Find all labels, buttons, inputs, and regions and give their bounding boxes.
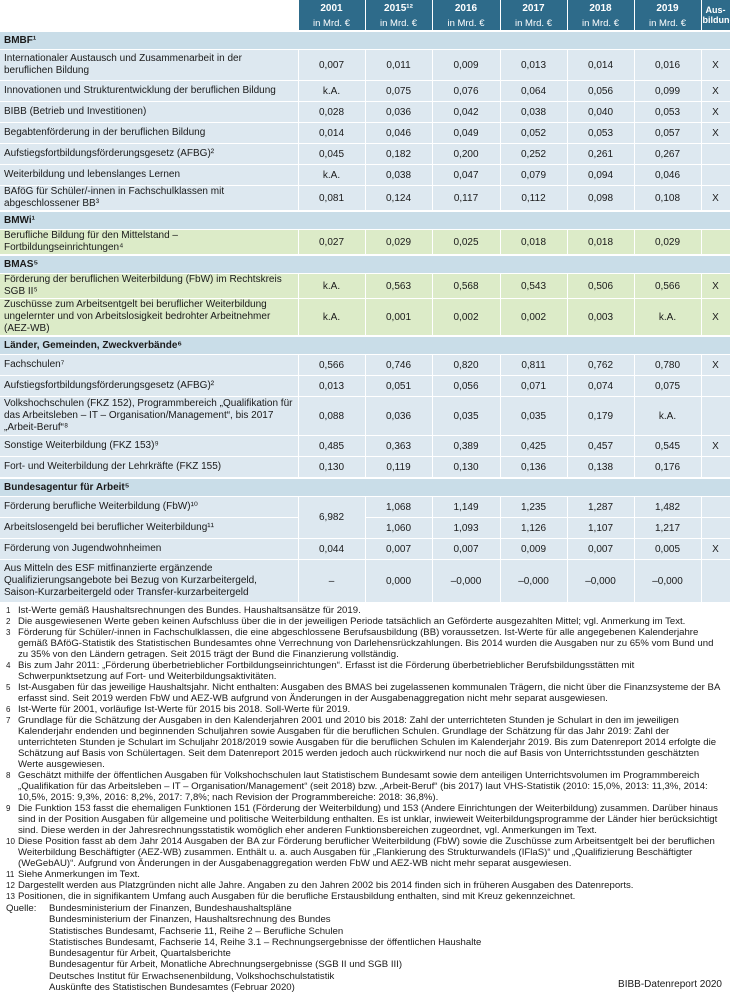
value-cell: 0,049 — [432, 123, 500, 144]
footnote — [6, 605, 724, 616]
value-cell: 0,506 — [567, 274, 634, 299]
value-cell: 0,425 — [500, 436, 567, 457]
footnote — [6, 627, 724, 660]
value-cell: 0,099 — [634, 81, 701, 102]
section-title: BMBF¹ — [0, 31, 730, 50]
section-title: BMAS⁵ — [0, 255, 730, 274]
value-cell: 0,136 — [500, 457, 567, 479]
value-cell: 1,107 — [567, 518, 634, 539]
footnote — [6, 660, 724, 682]
value-cell: 0,176 — [634, 457, 701, 479]
value-cell: 0,007 — [432, 539, 500, 560]
row-label: Sonstige Weiterbildung (FKZ 153)⁹ — [0, 436, 298, 457]
table-row — [0, 355, 730, 376]
unit-header: in Mrd. € — [634, 16, 701, 31]
source-line: Deutsches Institut für Erwachsenenbildung, Volkshochschulstatistik — [49, 970, 335, 982]
value-cell: 0,002 — [432, 299, 500, 337]
value-cell: 0,543 — [500, 274, 567, 299]
value-cell: 1,217 — [634, 518, 701, 539]
row-label: Fachschulen⁷ — [0, 355, 298, 376]
year-header: 2018 — [567, 0, 634, 16]
ausbildung-mark: X — [701, 186, 730, 212]
value-cell: 0,545 — [634, 436, 701, 457]
value-cell: 0,018 — [567, 230, 634, 256]
ausbildung-header: Aus-bildung¹³ — [701, 0, 730, 31]
ausbildung-mark: X — [701, 50, 730, 81]
value-cell: 0,035 — [432, 397, 500, 436]
source-block — [6, 903, 724, 993]
ausbildung-mark — [701, 518, 730, 539]
source-line: Bundesagentur für Arbeit, Monatliche Abrechnungsergebnisse (SGB II und SGB III) — [49, 959, 403, 971]
source-line: Bundesagentur für Arbeit, Quartalsberichte — [49, 948, 231, 960]
value-cell: 0,040 — [567, 102, 634, 123]
value-cell: 0,046 — [365, 123, 432, 144]
footnote-number: 2 — [6, 617, 11, 626]
footnote-number: 9 — [6, 804, 11, 813]
value-cell: 0,566 — [634, 274, 701, 299]
footnote-text: Ist-Werte gemäß Haushaltsrechnungen des Bundes. Haushaltsansätze für 2019. — [18, 605, 361, 616]
table-section — [0, 211, 730, 255]
unit-header: in Mrd. € — [365, 16, 432, 31]
value-cell: 0,075 — [634, 376, 701, 397]
ausbildung-mark — [701, 230, 730, 256]
year-header: 2016 — [432, 0, 500, 16]
unit-header: in Mrd. € — [500, 16, 567, 31]
value-cell: 0,005 — [634, 539, 701, 560]
value-cell: –0,000 — [634, 560, 701, 603]
row-label: Förderung der beruflichen Weiterbildung (FbW) im Rechtskreis SGB II⁵ — [0, 274, 298, 299]
ausbildung-mark: X — [701, 274, 730, 299]
value-cell: 1,287 — [567, 497, 634, 518]
value-cell: 0,138 — [567, 457, 634, 479]
value-cell: 0,027 — [298, 230, 365, 256]
row-label: Förderung berufliche Weiterbildung (FbW)¹⁰ — [0, 497, 298, 518]
value-cell: 0,119 — [365, 457, 432, 479]
row-label: Weiterbildung und lebenslanges Lernen — [0, 165, 298, 186]
table-row — [0, 397, 730, 436]
table-row — [0, 436, 730, 457]
value-cell: 0,052 — [500, 123, 567, 144]
footnotes — [6, 605, 724, 993]
value-cell: 0,009 — [432, 50, 500, 81]
footnote-text: Die Funktion 153 fasst die ehemaligen Funktionen 151 (Förderung der Weiterbildung) und 153 (Andere Einrichtungen der Weiterbildung) zusammen. Darüber hinaus sind in der Position Ausgaben für allgemeine und politische Weiterbildung enthalten. Es ist unklar, inwieweit Weiterbildungsprogramme der Länder hier berücksichtigt sind. Diese werden in der Jahresrechnungsstatistik womöglich eher anderen Funktionsbereichen zugeordnet, vgl. Anmerkungen im Text. — [18, 803, 718, 836]
value-cell: 0,252 — [500, 144, 567, 165]
value-cell: 0,016 — [634, 50, 701, 81]
table-row — [0, 144, 730, 165]
value-cell: 0,007 — [567, 539, 634, 560]
value-cell: 0,563 — [365, 274, 432, 299]
table-row — [0, 50, 730, 81]
value-cell: 0,811 — [500, 355, 567, 376]
section-header-row — [0, 211, 730, 230]
ausbildung-mark: X — [701, 436, 730, 457]
source-line: Bundesministerium der Finanzen, Haushaltsrechnung des Bundes — [49, 914, 331, 926]
value-cell: 0,047 — [432, 165, 500, 186]
value-cell: 1,093 — [432, 518, 500, 539]
value-cell: 0,036 — [365, 102, 432, 123]
value-cell: 0,018 — [500, 230, 567, 256]
value-cell: 0,013 — [500, 50, 567, 81]
footnote-text: Bis zum Jahr 2011: „Förderung überbetrieblicher Fortbildungseinrichtungen“. Erfasst ist die Förderung überbetrieblicher Berufsbildungsstätten mit Schwerpunktsetzung auf Fort- und Weiterbildungsaktivitäten. — [18, 660, 635, 682]
value-cell: 0,036 — [365, 397, 432, 436]
unit-header: in Mrd. € — [432, 16, 500, 31]
value-cell: 0,261 — [567, 144, 634, 165]
value-cell: k.A. — [634, 299, 701, 337]
ausbildung-mark: X — [701, 355, 730, 376]
value-cell: 0,056 — [432, 376, 500, 397]
value-cell: 0,053 — [567, 123, 634, 144]
section-title: Bundesagentur für Arbeit⁵ — [0, 478, 730, 497]
row-label: Aufstiegsfortbildungsförderungsgesetz (AFBG)² — [0, 144, 298, 165]
value-cell: 0,130 — [298, 457, 365, 479]
publication-credit: BIBB-Datenreport 2020 — [618, 979, 722, 990]
footnote — [6, 880, 724, 891]
table-section — [0, 336, 730, 478]
value-cell: k.A. — [298, 274, 365, 299]
value-cell: 0,780 — [634, 355, 701, 376]
footnote-number: 13 — [6, 892, 15, 901]
value-cell: 0,064 — [500, 81, 567, 102]
year-header: 2015¹² — [365, 0, 432, 16]
value-cell: 0,457 — [567, 436, 634, 457]
row-label: Internationaler Austausch und Zusammenarbeit in der beruflichen Bildung — [0, 50, 298, 81]
value-cell: 0,746 — [365, 355, 432, 376]
ausbildung-mark — [701, 457, 730, 479]
table-row — [0, 81, 730, 102]
row-label: Begabtenförderung in der beruflichen Bildung — [0, 123, 298, 144]
ausbildung-mark: X — [701, 299, 730, 337]
ausbildung-mark: X — [701, 123, 730, 144]
footnote-number: 5 — [6, 683, 11, 692]
table-row — [0, 299, 730, 337]
value-cell: 1,060 — [365, 518, 432, 539]
value-cell: 0,098 — [567, 186, 634, 212]
value-cell: 0,117 — [432, 186, 500, 212]
footnote-text: Die ausgewiesenen Werte geben keinen Aufschluss über die in der jeweiligen Periode tatsächlich an Geförderte ausgezahlten Mittel; vgl. Anmerkung im Text. — [18, 616, 686, 627]
year-header: 2017 — [500, 0, 567, 16]
value-cell: 0,029 — [365, 230, 432, 256]
section-header-row — [0, 478, 730, 497]
value-cell: 0,046 — [634, 165, 701, 186]
row-label: Innovationen und Strukturentwicklung der beruflichen Bildung — [0, 81, 298, 102]
source-line: Auskünfte des Statistischen Bundesamtes (Februar 2020) — [49, 982, 295, 994]
footnote — [6, 891, 724, 902]
value-cell: 0,045 — [298, 144, 365, 165]
table-row — [0, 274, 730, 299]
value-cell: 0,057 — [634, 123, 701, 144]
value-cell: 0,009 — [500, 539, 567, 560]
footnote — [6, 770, 724, 803]
ausbildung-mark — [701, 397, 730, 436]
row-label: Fort- und Weiterbildung der Lehrkräfte (FKZ 155) — [0, 457, 298, 479]
row-label: Aus Mitteln des ESF mitfinanzierte ergänzende Qualifizierungsangebote bei Bezug von Kurzarbeitergeld, Saison-Kurzarbeitergeld oder Transfer-kurzarbeitergeld — [0, 560, 298, 603]
year-header: 2019 — [634, 0, 701, 16]
value-cell: 0,002 — [500, 299, 567, 337]
value-cell: 0,007 — [298, 50, 365, 81]
footnote-text: Diese Position fasst ab dem Jahr 2014 Ausgaben der BA zur Förderung beruflicher Weiterbildung (FbW) sowie die Zuschüsse zum Arbeitsentgelt bei der beruflichen Weiterbildung Beschäftigter (AEZ-WB) zusammen. Enthält u. a. auch Ausgaben für „Flankierung des Strukturwandels (IFlaS)“ und „Qualifizierung Beschäftigter (WeGebAU)“. Aufgrund von Änderungen in der Ausgabenaggregation werden FbW und AEZ-WB nicht mehr separat ausgewiesen. — [18, 836, 715, 869]
value-cell: –0,000 — [432, 560, 500, 603]
value-cell: 0,075 — [365, 81, 432, 102]
value-cell: k.A. — [298, 81, 365, 102]
value-cell: k.A. — [634, 397, 701, 436]
footnote — [6, 616, 724, 627]
value-cell: 0,485 — [298, 436, 365, 457]
ausbildung-mark — [701, 376, 730, 397]
value-cell: 0,076 — [432, 81, 500, 102]
value-cell: k.A. — [298, 165, 365, 186]
footnote-text: Förderung für Schüler/-innen in Fachschulklassen, die eine abgeschlossene Berufsausbildung (BB) voraussetzen. Ist-Werte für alle angegebenen Kalenderjahre gemäß BAföG-Statistik des Statistischen Bundesamtes ohne Verrechnung von Darlehensrückzahlungen. Bis 2014 wurden die Ausgaben nur zu 65% vom Bund und zu 35% von den Ländern getragen. Seit 2015 trägt der Bund die Finanzierung vollständig. — [18, 627, 714, 660]
source-line: Statistisches Bundesamt, Fachserie 14, Reihe 3.1 – Rechnungsergebnisse der öffentlichen Haushalte — [49, 936, 482, 948]
table-row — [0, 230, 730, 256]
value-cell: 0,014 — [298, 123, 365, 144]
footnote-number: 7 — [6, 716, 11, 725]
row-label: Volkshochschulen (FKZ 152), Programmbereich „Qualifikation für das Arbeitsleben – IT – Organisation/Management“, bis 2017 „Arbeit-Beruf“⁸ — [0, 397, 298, 436]
source-line: Statistisches Bundesamt, Fachserie 11, Reihe 2 – Berufliche Schulen — [49, 925, 344, 937]
value-cell: k.A. — [298, 299, 365, 337]
value-cell: 0,074 — [567, 376, 634, 397]
table-row — [0, 376, 730, 397]
value-cell: 0,762 — [567, 355, 634, 376]
value-cell-merged: 6,982 — [298, 497, 365, 539]
footnote — [6, 704, 724, 715]
value-cell: 0,566 — [298, 355, 365, 376]
value-cell: 1,149 — [432, 497, 500, 518]
value-cell: 0,363 — [365, 436, 432, 457]
value-cell: 0,182 — [365, 144, 432, 165]
footnote-number: 10 — [6, 837, 15, 846]
footnote-text: Grundlage für die Schätzung der Ausgaben in den Kalenderjahren 2001 und 2010 bis 2018: Zahl der unterrichteten Stunden je Schulart in den im jeweiligen Kalenderjahr endenden und beginnenden Schuljahren sowie Ausgaben für die beruflichen Schulen. Grundlage der Schätzung für das Jahr 2019: Zahl der unterrichteten Stunden je Schulart im Schuljahr 2018/2019 sowie Ausgaben für die beruflichen Schulen im Kalenderjahr 2019. Bis zum Datenreport 2014 erfolgte die Schätzung auf Basis von Schülertagen. Seit dem Datenreport 2015 werden jedoch auch rückwirkend nur noch die auf Basis von Unterrichtsstunden geschätzten Werte ausgewiesen. — [18, 715, 717, 770]
value-cell: 0,035 — [500, 397, 567, 436]
value-cell: –0,000 — [567, 560, 634, 603]
ausbildung-mark: X — [701, 539, 730, 560]
value-cell: 0,079 — [500, 165, 567, 186]
row-label: Zuschüsse zum Arbeitsentgelt bei beruflicher Weiterbildung ungelernter und von Arbeitslosigkeit bedrohter Arbeitnehmer (AEZ-WB) — [0, 299, 298, 337]
footnote-number: 8 — [6, 771, 11, 780]
value-cell: 0,011 — [365, 50, 432, 81]
table-row — [0, 457, 730, 479]
ausbildung-mark: X — [701, 81, 730, 102]
section-header-row — [0, 336, 730, 355]
value-cell: 0,267 — [634, 144, 701, 165]
value-cell: 0,179 — [567, 397, 634, 436]
footnote-number: 1 — [6, 606, 11, 615]
footnote-number: 4 — [6, 661, 11, 670]
footnote-number: 3 — [6, 628, 11, 637]
row-label: BIBB (Betrieb und Investitionen) — [0, 102, 298, 123]
table-row — [0, 497, 730, 518]
section-title: Länder, Gemeinden, Zweckverbände⁶ — [0, 336, 730, 355]
value-cell: 0,568 — [432, 274, 500, 299]
section-title: BMWi¹ — [0, 211, 730, 230]
ausbildung-mark: X — [701, 102, 730, 123]
table-row — [0, 539, 730, 560]
value-cell: 0,081 — [298, 186, 365, 212]
value-cell: 0,029 — [634, 230, 701, 256]
footnote-text: Dargestellt werden aus Platzgründen nicht alle Jahre. Angaben zu den Jahren 2002 bis 2014 finden sich in früheren Ausgaben des Datenreports. — [18, 880, 634, 891]
value-cell: 0,001 — [365, 299, 432, 337]
value-cell: 0,028 — [298, 102, 365, 123]
value-cell: 0,053 — [634, 102, 701, 123]
footnote — [6, 682, 724, 704]
footnote-text: Geschätzt mithilfe der öffentlichen Ausgaben für Volkshochschulen laut Statistischem Bundesamt sowie dem anteiligen Unterrichtsvolumen im Programmbereich „Qualifikation für das Arbeitsleben – IT – Organisation/Management“ (seit 2018) bzw. „Arbeit-Beruf“ (bis 2017) laut VHS-Statistik (2010: 15,0%, 2013: 11,3%, 2014: 10,5%, 2015: 9,3%, 2016: 8,2%, 2017: 7,8%; nach Revision der Programmbereiche: 2018: 36,8%). — [18, 770, 708, 803]
footnote-text: Ist-Werte für 2001, vorläufige Ist-Werte für 2015 bis 2018. Soll-Werte für 2019. — [18, 704, 351, 715]
row-label: Berufliche Bildung für den Mittelstand – Fortbildungseinrichtungen⁴ — [0, 230, 298, 256]
footnote — [6, 715, 724, 770]
value-cell: 0,051 — [365, 376, 432, 397]
value-cell: 0,200 — [432, 144, 500, 165]
value-cell: 0,038 — [365, 165, 432, 186]
value-cell: 1,126 — [500, 518, 567, 539]
value-cell: 0,094 — [567, 165, 634, 186]
value-cell: 0,108 — [634, 186, 701, 212]
footnote-number: 12 — [6, 881, 15, 890]
value-cell: –0,000 — [500, 560, 567, 603]
footnote-number: 6 — [6, 705, 11, 714]
value-cell: 0,003 — [567, 299, 634, 337]
footnote — [6, 836, 724, 869]
row-label: Aufstiegsfortbildungsförderungsgesetz (AFBG)² — [0, 376, 298, 397]
footnote-text: Ist-Ausgaben für das jeweilige Haushaltsjahr. Nicht enthalten: Ausgaben des BMAS bei zugelassenen kommunalen Trägern, die nicht über die Finanzsysteme der BA erfasst sind. Seit 2019 werden FbW und AEZ-WB aufgrund von Änderungen in der Ausgabenaggregation nicht mehr separat ausgewiesen. — [18, 682, 720, 704]
footnote-text: Siehe Anmerkungen im Text. — [18, 869, 140, 880]
row-label: Arbeitslosengeld bei beruflicher Weiterbildung¹¹ — [0, 518, 298, 539]
value-cell: 0,014 — [567, 50, 634, 81]
table-section — [0, 31, 730, 211]
value-cell: 0,007 — [365, 539, 432, 560]
value-cell: 1,482 — [634, 497, 701, 518]
year-header: 2001 — [298, 0, 365, 16]
table-row — [0, 560, 730, 603]
table-row — [0, 186, 730, 212]
value-cell: 0,038 — [500, 102, 567, 123]
footnote — [6, 803, 724, 836]
footnote-text: Positionen, die in signifikantem Umfang auch Ausgaben für die berufliche Erstausbildung enthalten, sind mit Kreuz gekennzeichnet. — [18, 891, 576, 902]
table-row — [0, 102, 730, 123]
value-cell: 0,112 — [500, 186, 567, 212]
value-cell: 0,088 — [298, 397, 365, 436]
value-cell: 0,071 — [500, 376, 567, 397]
value-cell: 0,042 — [432, 102, 500, 123]
row-label: BAföG für Schüler/-innen in Fachschulklassen mit abgeschlossener BB³ — [0, 186, 298, 212]
value-cell: 0,130 — [432, 457, 500, 479]
value-cell: 0,000 — [365, 560, 432, 603]
table-row — [0, 165, 730, 186]
value-cell: 0,056 — [567, 81, 634, 102]
value-cell: 0,013 — [298, 376, 365, 397]
footnote-number: 11 — [6, 870, 15, 879]
footnote — [6, 869, 724, 880]
ausbildung-mark — [701, 144, 730, 165]
section-header-row — [0, 31, 730, 50]
ausbildung-mark — [701, 560, 730, 603]
value-cell: 0,820 — [432, 355, 500, 376]
ausbildung-mark — [701, 497, 730, 518]
value-cell: 0,124 — [365, 186, 432, 212]
section-header-row — [0, 255, 730, 274]
row-label: Förderung von Jugendwohnheimen — [0, 539, 298, 560]
value-cell: 1,235 — [500, 497, 567, 518]
unit-header: in Mrd. € — [567, 16, 634, 31]
source-line: Bundesministerium der Finanzen, Bundeshaushaltspläne — [49, 903, 292, 914]
table-row — [0, 518, 730, 539]
table-row — [0, 123, 730, 144]
source-label: Quelle: — [6, 903, 37, 914]
value-cell: 0,025 — [432, 230, 500, 256]
unit-header: in Mrd. € — [298, 16, 365, 31]
value-cell: 0,389 — [432, 436, 500, 457]
value-cell: 1,068 — [365, 497, 432, 518]
value-cell: – — [298, 560, 365, 603]
value-cell: 0,044 — [298, 539, 365, 560]
table-section — [0, 255, 730, 336]
ausbildung-mark — [701, 165, 730, 186]
